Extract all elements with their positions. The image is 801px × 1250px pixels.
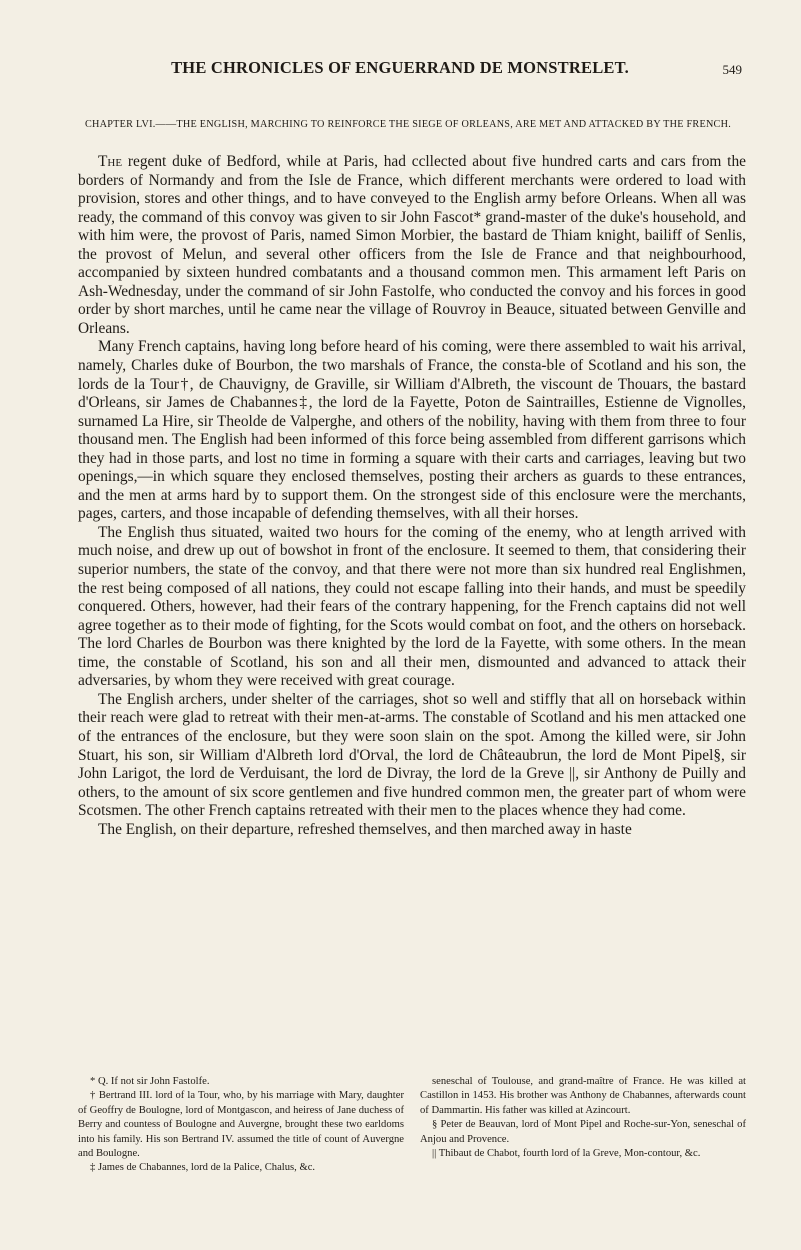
paragraph-1: [78, 153, 746, 338]
footnote-column-right: [420, 1075, 746, 1176]
paragraph-1-text: regent duke of Bedford, while at Paris, had cсllected about five hundred carts and cars from the borders of Normandy and from the Isle de France, which different merchants were ordered to load with provision, stores and other things, and to have conveyed to the English army before Orleans. When all was ready, the command of this convoy was given to sir John Fascot* grand-master of the duke's household, and with him were, the provost of Paris, named Simon Morbier, the bastard de Thiam knight, bailiff of Senlis, the provost of Melun, and several other officers from the Isle de France and that neighbourhood, accompanied by sixteen hundred combatants and a thousand common men. This armament left Paris on Ash-Wednesday, under the command of sir John Fastolfe, who conducted the convoy and his forces in good order by short marches, until he came near the village of Rouvroy in Beauce, situated between Genville and Orleans.: [78, 153, 746, 337]
page-number: 549: [722, 62, 742, 77]
paragraph-4: The English archers, under shelter of the carriages, shot so well and stiffly that all on horseback within their reach were glad to retreat with their men-at-arms. The constable of Scotland and his men attacked one of the entrances of the enclosure, but they were soon slain on the spot. Among the killed were, sir John Stuart, his son, sir William d'Albreth lord d'Orval, the lord de Châteaubrun, the lord de Mont Pipel§, sir John Larigot, the lord de Verduisant, the lord de Divray, the lord de la Greve ||, sir Anthony de Puilly and others, to the amount of six score gentlemen and five hundred common men, the greater part of whom were Scotsmen. The other French captains retreated with their men to the places whence they had come.: [78, 690, 746, 820]
running-title: THE CHRONICLES OF ENGUERRAND DE MONSTRELET.: [171, 58, 629, 77]
running-header: [60, 58, 740, 78]
footnotes: [78, 1075, 746, 1176]
footnote: § Peter de Beauvan, lord of Mont Pipel and Roche-sur-Yon, seneschal of Anjou and Provence.: [420, 1119, 746, 1145]
footnote: || Thibaut de Chabot, fourth lord of la Greve, Mon-contour, &c.: [432, 1148, 701, 1160]
footnote-column-left: [78, 1075, 404, 1176]
paragraph-3: The English thus situated, waited two hours for the coming of the enemy, who at length arrived with much noise, and drew up out of bowshot in front of the enclosure. It seemed to them, that considering their superior numbers, the state of the convoy, and that there were not more than six hundred real Englishmen, the rest being composed of all nations, they could not escape falling into their hands, and must be speedily conquered. Others, however, had their fears of the contrary happening, for the French captains did not well agree together as to their mode of fighting, for the Scots would combat on foot, and the others on horseback. The lord Charles de Bourbon was there knighted by the lord de la Fayette, with some others. In the mean time, the constable of Scotland, his son and all their men, dismounted and advanced to attack their adversaries, by whom they were received with great courage.: [78, 523, 746, 690]
body-text: [78, 153, 746, 839]
chapter-heading: CHAPTER LVI.——THE ENGLISH, MARCHING TO REINFORCE THE SIEGE OF ORLEANS, ARE MET AND ATTACKED BY THE FRENCH.: [84, 119, 731, 130]
footnote: ‡ James de Chabannes, lord de la Palice, Chalus, &c.: [90, 1162, 316, 1174]
footnote: * Q. If not sir John Fastolfe.: [90, 1076, 210, 1087]
paragraph-2: Many French captains, having long before heard of his coming, were there assembled to wait his arrival, namely, Charles duke of Bourbon, the two marshals of France, the consta-ble of Scotland and his son, the lords de la Tour†, de Chauvigny, de Graville, sir William d'Albreth, the viscount de Thouars, the bastard d'Orleans, sir James de Chabannes‡, the lord de la Fayette, Poton de Saintrailles, Estienne de Vignolles, surnamed La Hire, sir Theolde de Valperghe, and others of the nobility, having with them from three to four thousand men. The English had been informed of this force being assembled from different garrisons which they had in those parts, and lost no time in forming a square with their carts and carriages, leaving but two openings,—in which square they enclosed themselves, posting their archers as guards to these entrances, and the men at arms hard by to support them. On the strongest side of this enclosure were the merchants, pages, carters, and those incapable of defending themselves, with all their horses.: [78, 338, 746, 523]
paragraph-1-lead: The: [98, 153, 123, 170]
footnote: † Bertrand III. lord of la Tour, who, by his marriage with Mary, daughter of Geoffry de Boulogne, lord of Montgascon, and heiress of Jane duchess of Berry and countess of Boulogne and Auvergne, brought these two earldoms into his family. His son Bertrand IV. assumed the title of count of Auvergne and Boulogne.: [78, 1090, 404, 1160]
paragraph-5: The English, on their departure, refreshed themselves, and then marched away in haste: [98, 820, 632, 838]
footnote: seneschal of Toulouse, and grand-maître of France. He was killed at Castillon in 1453. His brother was Anthony de Chabannes, afterwards count of Dammartin. His father was killed at Azincourt.: [420, 1076, 746, 1116]
